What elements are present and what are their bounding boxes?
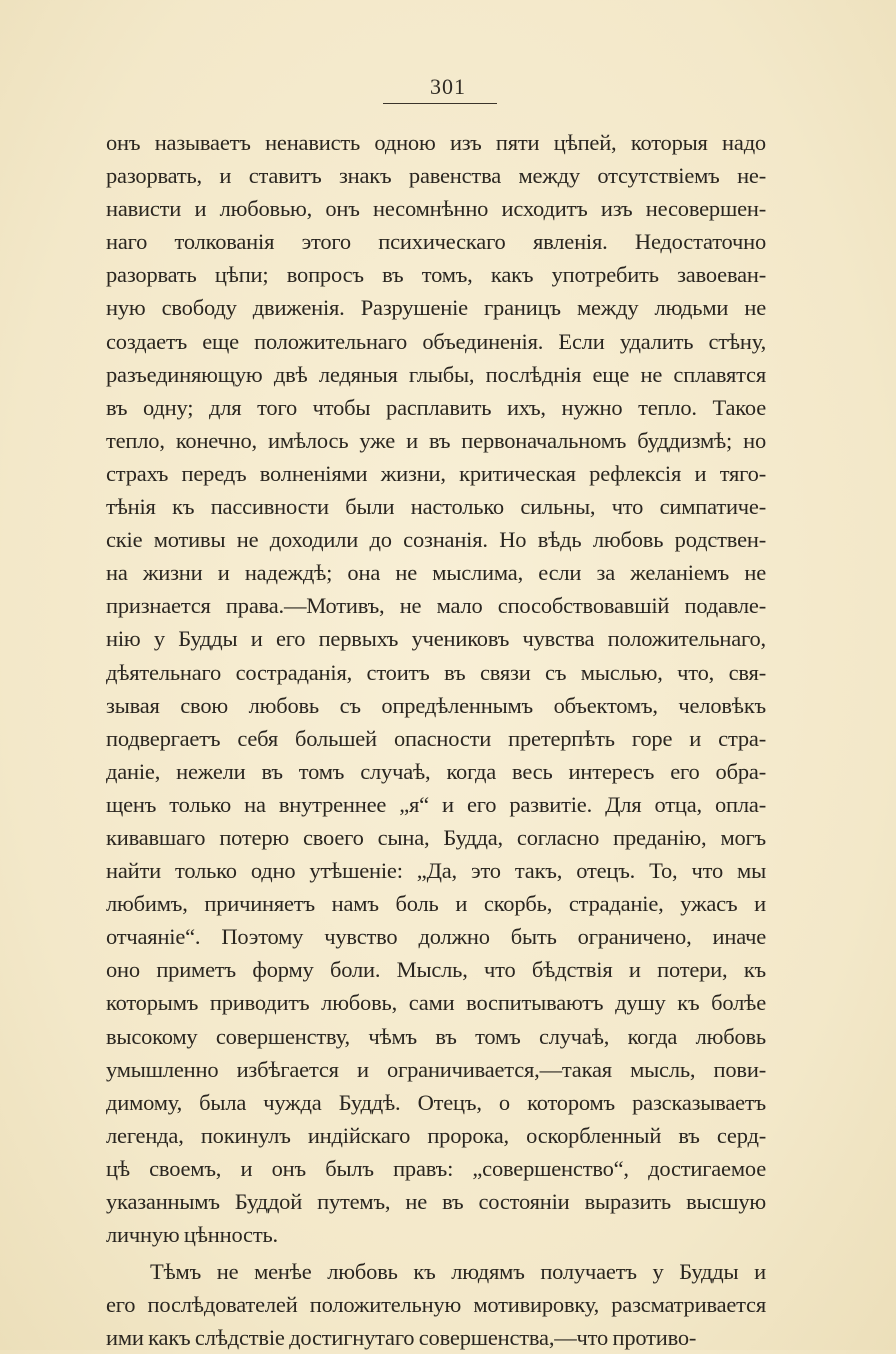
- text-line: отчаяніе“. Поэтому чувство должно быть ограничено, иначе: [106, 924, 766, 950]
- text-line: цѣ своемъ, и онъ былъ правъ: „совершенство“, достигаемое: [106, 1155, 766, 1181]
- text-line: создаетъ еще положительнаго объединенія. Если удалить стѣну,: [106, 328, 766, 354]
- text-line: страхъ передъ волненіями жизни, критическая рефлексія и тяго-: [106, 460, 766, 486]
- text-line: ими какъ слѣдствіе достигнутаго совершенства,—что противо-: [106, 1325, 697, 1351]
- text-line: высокому совершенству, чѣмъ въ томъ случаѣ, когда любовь: [106, 1023, 766, 1049]
- text-line: разорвать цѣпи; вопросъ въ томъ, какъ употребить завоеван-: [106, 262, 766, 288]
- text-line: найти только одно утѣшеніе: „Да, это такъ, отецъ. То, что мы: [106, 858, 766, 884]
- text-line: въ одну; для того чтобы расплавить ихъ, нужно тепло. Такое: [106, 394, 766, 420]
- text-line: на жизни и надеждѣ; она не мыслима, если за желаніемъ не: [106, 560, 766, 586]
- paragraph: [106, 126, 766, 1251]
- text-line: указаннымъ Буддой путемъ, не въ состояніи выразить высшую: [106, 1189, 766, 1214]
- text-line: подвергаетъ себя большей опасности претерпѣть горе и стра-: [106, 725, 766, 751]
- text-line: ную свободу движенія. Разрушеніе границъ между людьми не: [106, 295, 766, 321]
- text-line: оно приметъ форму боли. Мысль, что бѣдствія и потери, къ: [106, 957, 766, 983]
- text-line: разъединяющую двѣ ледяныя глыбы, послѣднія еще не сплавятся: [106, 361, 766, 387]
- text-line: кивавшаго потерю своего сына, Будда, согласно преданію, могъ: [106, 824, 766, 850]
- text-line: щенъ только на внутреннее „я“ и его развитіе. Для отца, опла-: [106, 791, 766, 817]
- text-line: наго толкованія этого психическаго явленія. Недостаточно: [106, 229, 766, 255]
- text-line: легенда, покинулъ индійскаго пророка, оскорбленный въ серд-: [106, 1122, 766, 1148]
- text-line: тепло, конечно, имѣлось уже и въ первоначальномъ буддизмѣ; но: [106, 427, 766, 453]
- header-rule: [383, 103, 497, 104]
- text-line: тѣнія къ пассивности были настолько сильны, что симпатиче-: [106, 494, 766, 520]
- text-line: разорвать, и ставитъ знакъ равенства между отсутствіемъ не-: [106, 163, 766, 189]
- paragraph: [106, 1255, 766, 1354]
- text-line: нію у Будды и его первыхъ учениковъ чувства положительнаго,: [106, 626, 766, 652]
- text-line: его послѣдователей положительную мотивировку, разсматривается: [106, 1292, 766, 1318]
- body-text: [106, 126, 766, 1354]
- page-number: 301: [430, 74, 466, 99]
- text-line: зывая свою любовь съ опредѣленнымъ объектомъ, человѣкъ: [106, 692, 766, 718]
- text-line: дѣятельнаго состраданія, стоитъ въ связи съ мыслью, что, свя-: [106, 659, 766, 685]
- text-line: признается права.—Мотивъ, не мало способствовавшій подавле-: [106, 593, 766, 619]
- text-line: нависти и любовью, онъ несомнѣнно исходитъ изъ несовершен-: [106, 196, 766, 222]
- text-line: личную цѣнность.: [106, 1222, 278, 1248]
- text-line: онъ называетъ ненависть одною изъ пяти цѣпей, которыя надо: [106, 130, 766, 155]
- text-line: Тѣмъ не менѣе любовь къ людямъ получаетъ у Будды и: [150, 1259, 766, 1285]
- text-line: любимъ, причиняетъ намъ боль и скорбь, страданіе, ужасъ и: [106, 891, 766, 917]
- text-line: даніе, нежели въ томъ случаѣ, когда весь интересъ его обра-: [106, 758, 766, 784]
- text-line: димому, была чужда Буддѣ. Отецъ, о которомъ разсказываетъ: [106, 1089, 766, 1115]
- text-line: скіе мотивы не доходили до сознанія. Но вѣдь любовь родствен-: [106, 527, 766, 553]
- text-line: умышленно избѣгается и ограничивается,—такая мысль, пови-: [106, 1056, 766, 1082]
- text-line: которымъ приводитъ любовь, сами воспитываютъ душу къ болѣе: [106, 990, 766, 1016]
